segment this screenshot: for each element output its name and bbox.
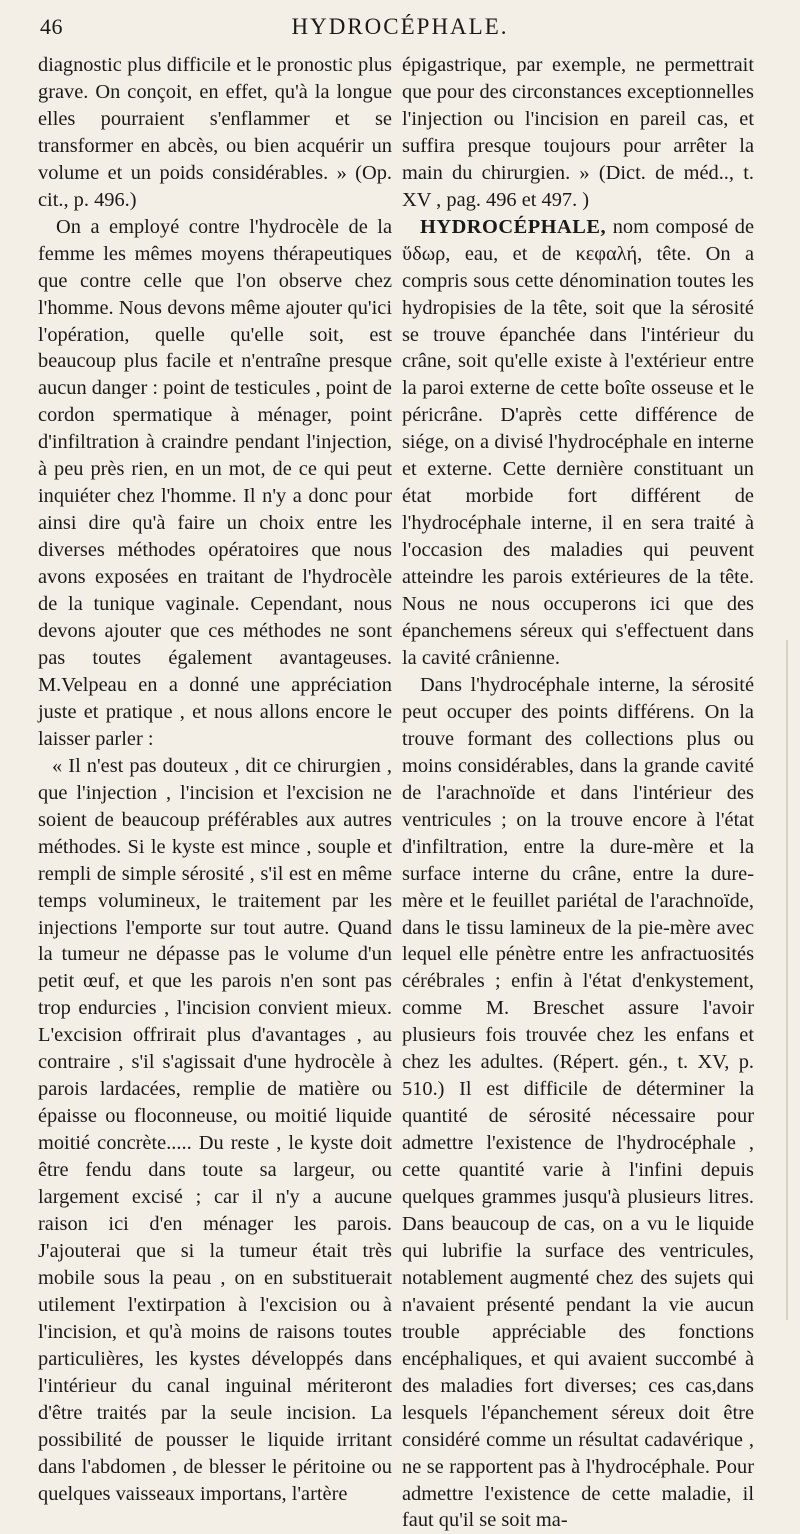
paragraph: On a employé contre l'hydrocèle de la femme les mêmes moyens thérapeutiques que contre celle que l'on observe chez l'homme. Nous devons même ajouter qu'ici l'opération, quelle qu'elle soit, est beaucoup plus facile et n'entraîne presque aucun danger : point de testicules , point de cordon spermatique à ménager, point d'infiltration à craindre pendant l'injection, à peu près rien, en un mot, de ce qui peut inquiéter chez l'homme. Il n'y a donc pour ainsi dire qu'à faire un choix entre les diverses méthodes opératoires que nous avons exposées en traitant de l'hydrocèle de la tunique vaginale. Cependant, nous devons ajouter que ces méthodes ne sont pas toutes également avantageuses. M.Velpeau en a donné une appréciation juste et pratique , et nous allons encore le laisser parler :	[38, 215, 392, 750]
entry-text: nom composé de ὕδωρ, eau, et de κεφαλή, tête. On a compris sous cette dénomination toutes les hydropisies de la tête, soit que la sérosité se trouve épanchée dans l'intérieur du crâne, soit qu'elle existe à l'extérieur entre la paroi externe de cette boîte osseuse et le péricrâne. D'après cette différence de siége, on a divisé l'hydrocéphale en interne et externe. Cette dernière constituant un état morbide fort différent de l'hydrocéphale interne, il en sera traité à l'occasion des maladies qui peuvent atteindre les parois extérieures de la tête. Nous ne nous occuperons ici que des épanchemens séreux qui s'effectuent dans la cavité crânienne.	[402, 215, 754, 669]
page-number: 46	[40, 14, 63, 39]
page-header	[40, 14, 760, 48]
running-title: HYDROCÉPHALE.	[291, 14, 509, 39]
paragraph: Dans l'hydrocéphale interne, la sérosité peut occuper des points différens. On la trouve formant des collections plus ou moins considérables, dans la grande cavité de l'arachnoïde et dans l'intérieur des ventricules ; on la trouve encore à l'état d'infiltration, entre la dure-mère et la surface interne du crâne, entre la dure-mère et le feuillet pariétal de l'arachnoïde, dans le tissu lamineux de la pie-mère avec lequel elle pénètre entre les anfractuosités cérébrales ; enfin à l'état d'enkystement, comme M. Breschet assure l'avoir plusieurs fois trouvée chez les enfans et chez les adultes. (Répert. gén., t. XV, p. 510.) Il est difficile de déterminer la quantité de sérosité nécessaire pour admettre l'existence de l'hydrocéphale , cette quantité varie à l'infini depuis quelques grammes jusqu'à plusieurs litres. Dans beaucoup de cas, on a vu le liquide qui lubrifie la surface des ventricules, notablement augmenté chez des sujets qui n'avaient présenté pendant la vie aucun trouble appréciable des fonctions encéphaliques, et qui avaient succombé à des maladies fort diverses; ces cas,dans lesquels l'épanchement séreux doit être considéré comme un résultat cadavérique , ne se rapportent pas à l'hydrocéphale. Pour admettre l'existence de cette maladie, il faut qu'il se soit ma-	[402, 673, 754, 1532]
paragraph: diagnostic plus difficile et le pronostic plus grave. On conçoit, en effet, qu'à la longue elles pourraient s'enflammer et se transformer en abcès, ou bien acquérir un volume et un poids considérables. » (Op. cit., p. 496.)	[38, 54, 392, 211]
right-column	[402, 52, 754, 1534]
entry-title: HYDROCÉPHALE,	[420, 215, 607, 238]
page-edge-shadow	[786, 640, 788, 1320]
quote-paragraph: « Il n'est pas douteux , dit ce chirurgien , que l'injection , l'incision et l'excision ne soient de beaucoup préférables aux autres méthodes. Si le kyste est mince , souple et rempli de simple sérosité , s'il est en même temps volumineux, le traitement par les injections l'emporte sur tout autre. Quand la tumeur ne dépasse pas le volume d'un petit œuf, et que les parois n'en sont pas trop endurcies , l'incision convient mieux. L'excision offrirait plus d'avantages , au contraire , s'il s'agissait d'une hydrocèle à parois lardacées, remplie de matière ou épaisse ou floconneuse, ou moitié liquide moitié concrète..... Du reste , le kyste doit être fendu dans toute sa largeur, ou largement excisé ; car il n'y a aucune raison ici d'en ménager les parois. J'ajouterai que si la tumeur était très mobile sous la peau , on en substituerait utilement l'extirpation à l'excision ou à l'incision, et qu'à moins de raisons toutes particulières, les kystes développés dans l'intérieur du canal inguinal mériteront d'être traités par la seule incision. La possibilité de pousser le liquide irritant dans l'abdomen , de blesser le péritoine ou quelques vaisseaux importans, l'artère	[38, 754, 392, 1505]
left-column	[38, 52, 392, 1507]
paragraph: épigastrique, par exemple, ne permettrait que pour des circonstances exceptionnelles l'injection ou l'incision en pareil cas, et suffira presque toujours pour arrêter la main du chirurgien. » (Dict. de méd.., t. XV , pag. 496 et 497. )	[402, 54, 754, 211]
dictionary-entry	[402, 214, 754, 672]
